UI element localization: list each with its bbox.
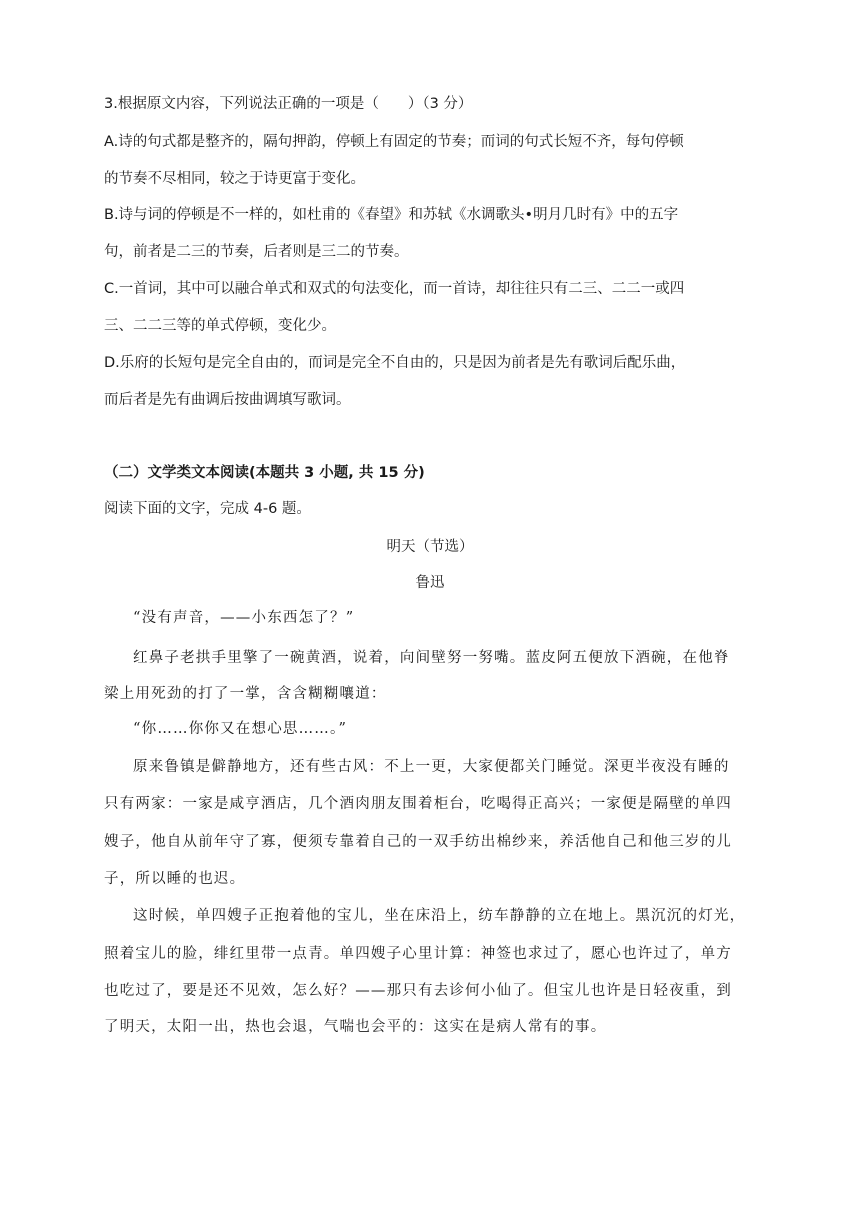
option-c-line-1: C.一首词，其中可以融合单式和双式的句法变化，而一首诗，却往往只有二三、二二一或四 bbox=[104, 281, 685, 297]
paragraph-2-line-2: 梁上用死劲的打了一掌，含含糊糊嚷道： bbox=[104, 686, 387, 702]
option-d-line-1: D.乐府的长短句是完全自由的，而词是完全不自由的，只是因为前者是先有歌词后配乐曲， bbox=[104, 355, 686, 371]
paragraph-4-line-4: 子，所以睡的也迟。 bbox=[104, 871, 246, 887]
option-b-line-2: 句，前者是二三的节奏，后者则是三二的节奏。 bbox=[104, 244, 409, 260]
option-c-line-2: 三、二二三等的单式停顿，变化少。 bbox=[104, 318, 336, 334]
option-b-line-1: B.诗与词的停顿是不一样的，如杜甫的《春望》和苏轼《水调歌头•明月几时有》中的五字 bbox=[104, 207, 679, 223]
paragraph-5-line-1: 这时候，单四嫂子正抱着他的宝儿，坐在床沿上，纺车静静的立在地上。黑沉沉的灯光， bbox=[133, 908, 746, 924]
paragraph-1-line-1: “没有声音，——小东西怎了？” bbox=[133, 610, 355, 626]
option-d-line-2: 而后者是先有曲调后按曲调填写歌词。 bbox=[104, 392, 351, 408]
passage-title: 明天（节选） bbox=[386, 539, 474, 555]
paragraph-3-line-1: “你……你你又在想心思……。” bbox=[133, 721, 348, 737]
option-a-line-1: A.诗的句式都是整齐的，隔句押韵，停顿上有固定的节奏；而词的句式长短不齐，每句停顿 bbox=[104, 134, 684, 150]
paragraph-5-line-2: 照着宝儿的脸，绯红里带一点青。单四嫂子心里计算：神签也求过了，愿心也许过了，单方 bbox=[104, 946, 732, 962]
question-3-stem: 3.根据原文内容，下列说法正确的一项是（ ）（3 分） bbox=[104, 96, 473, 112]
section-instruction: 阅读下面的文字，完成 4-6 题。 bbox=[104, 501, 311, 517]
paragraph-2-line-1: 红鼻子老拱手里擎了一碗黄酒，说着，向间壁努一努嘴。蓝皮阿五便放下酒碗，在他脊 bbox=[133, 650, 730, 666]
paragraph-5-line-4: 了明天，太阳一出，热也会退，气喘也会平的：这实在是病人常有的事。 bbox=[104, 1019, 607, 1035]
paragraph-5-line-3: 也吃过了，要是还不见效，怎么好？——那只有去诊何小仙了。但宝儿也许是日轻夜重，到 bbox=[104, 983, 732, 999]
option-a-line-2: 的节奏不尽相同，较之于诗更富于变化。 bbox=[104, 171, 365, 187]
section-heading: （二）文学类文本阅读(本题共 3 小题, 共 15 分) bbox=[104, 465, 425, 481]
paragraph-4-line-3: 嫂子，他自从前年守了寡，便须专靠着自己的一双手纺出棉纱来，养活他自己和他三岁的儿 bbox=[104, 834, 732, 850]
paragraph-4-line-2: 只有两家：一家是咸亨酒店，几个酒肉朋友围着柜台，吃喝得正高兴；一家便是隔壁的单四 bbox=[104, 796, 732, 812]
paragraph-4-line-1: 原来鲁镇是僻静地方，还有些古风：不上一更，大家便都关门睡觉。深更半夜没有睡的 bbox=[133, 759, 730, 775]
passage-author: 鲁迅 bbox=[415, 575, 445, 591]
